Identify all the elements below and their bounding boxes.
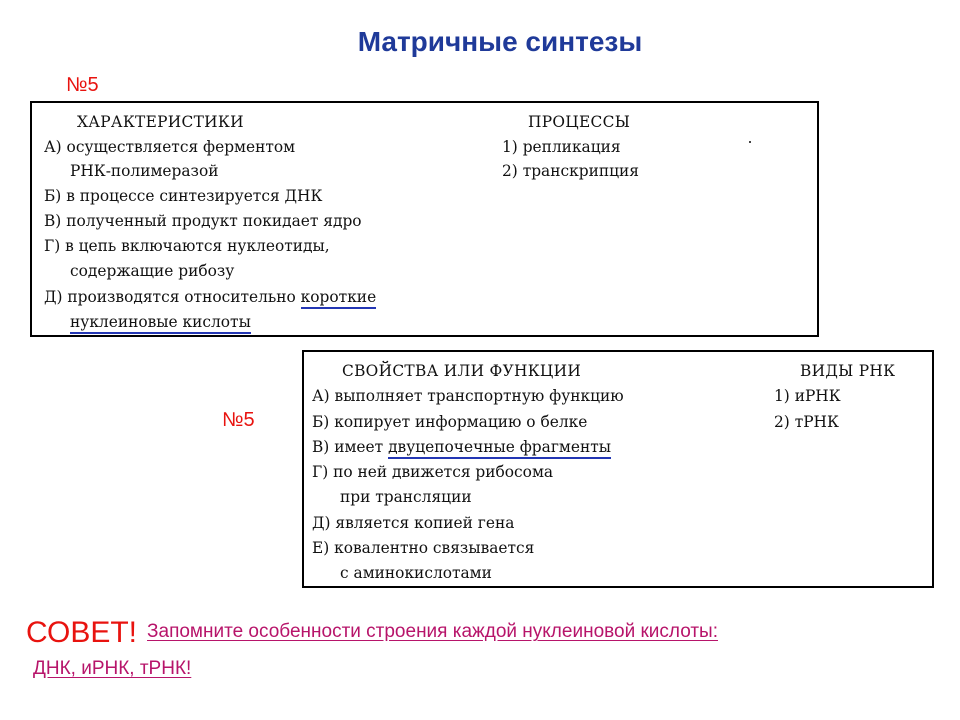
task-number: №5 <box>66 74 99 96</box>
header-properties: СВОЙСТВА ИЛИ ФУНКЦИИ <box>342 362 582 380</box>
advice-text-line1: Запомните особенности строения каждой нуклеиновой кислоты: <box>147 621 718 643</box>
item-a: А) выполняет транспортную функцию <box>312 387 624 405</box>
page-title: Матричные синтезы <box>357 26 643 57</box>
item-d: Д) является копией гена <box>312 514 515 532</box>
task-box-processes <box>30 101 819 337</box>
task-number: №5 <box>222 409 255 431</box>
item-d-text: Д) производятся относительно <box>44 288 301 306</box>
item-v: В) полученный продукт покидает ядро <box>44 212 362 230</box>
item-e: Е) ковалентно связывается <box>312 539 535 557</box>
process-1: 1) репликация <box>502 138 621 156</box>
item-b: Б) в процессе синтезируется ДНК <box>44 187 323 205</box>
process-2: 2) транскрипция <box>502 162 639 180</box>
item-b: Б) копирует информацию о белке <box>312 413 588 431</box>
advice-block <box>26 616 926 650</box>
item-v-underlined: двуцепочечные фрагменты <box>388 438 611 459</box>
rna-type-1: 1) иРНК <box>774 387 841 405</box>
item-a-cont: РНК-полимеразой <box>70 162 219 180</box>
item-v <box>312 437 611 457</box>
header-processes: ПРОЦЕССЫ <box>528 113 631 131</box>
item-g: Г) в цепь включаются нуклеотиды, <box>44 237 330 255</box>
item-g-cont: при трансляции <box>340 488 472 506</box>
scan-dot <box>749 141 751 143</box>
header-characteristics: ХАРАКТЕРИСТИКИ <box>77 113 244 131</box>
item-g-cont: содержащие рибозу <box>70 262 235 280</box>
item-d-underlined: короткие <box>301 288 377 309</box>
rna-type-2: 2) тРНК <box>774 413 839 431</box>
advice-text-line2: ДНК, иРНК, тРНК! <box>33 658 192 679</box>
item-a: А) осуществляется ферментом <box>44 138 296 156</box>
item-g: Г) по ней движется рибосома <box>312 463 554 481</box>
item-d-cont <box>70 312 251 332</box>
advice-label: СОВЕТ! <box>26 616 138 649</box>
item-d <box>44 287 376 307</box>
item-v-text: В) имеет <box>312 438 389 456</box>
item-e-cont: с аминокислотами <box>340 564 492 582</box>
header-rna-types: ВИДЫ РНК <box>800 362 896 380</box>
item-d-cont-underlined: нуклеиновые кислоты <box>70 313 251 334</box>
task-box-rna <box>302 350 934 588</box>
